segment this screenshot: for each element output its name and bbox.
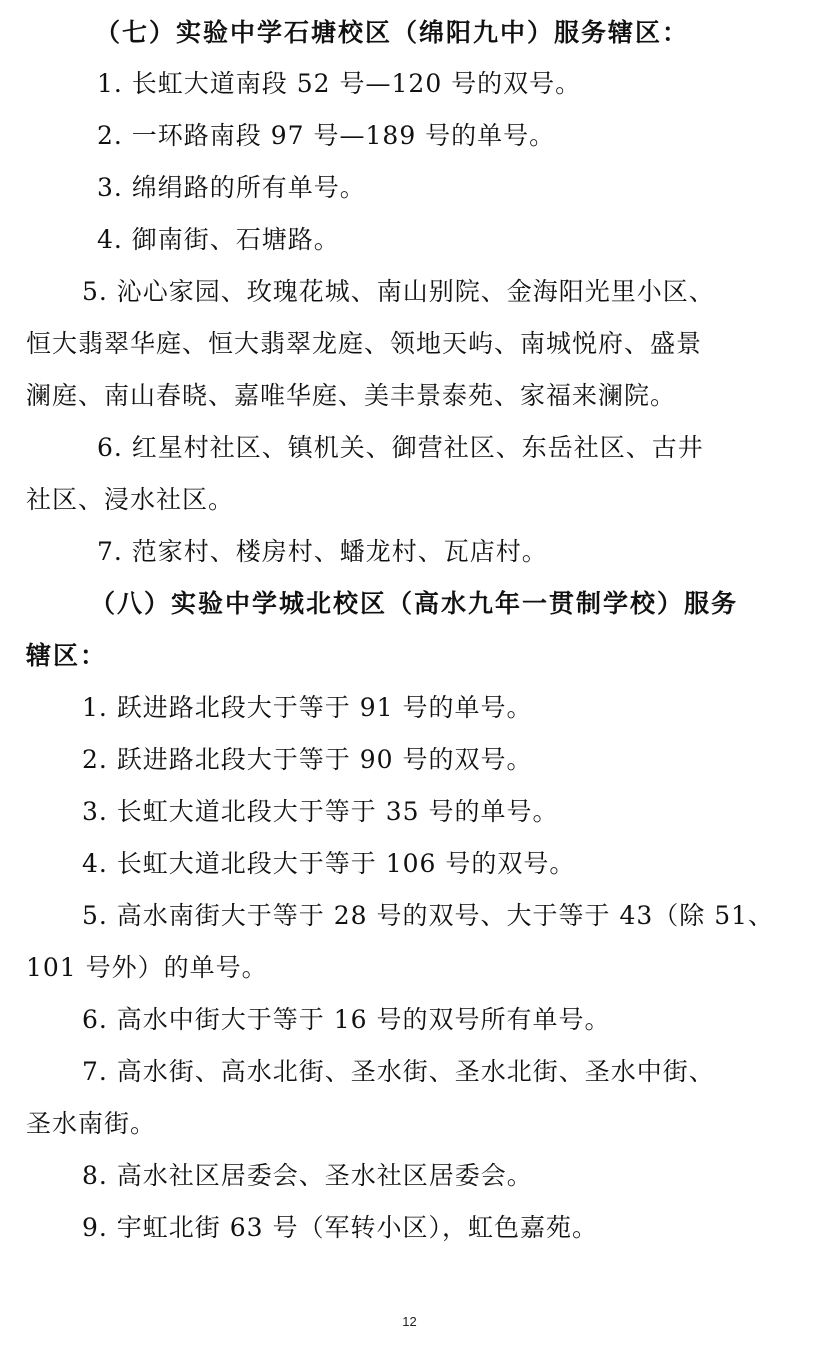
section-7-item-5-line-3: 澜庭、南山春晓、嘉唯华庭、美丰景泰苑、家福来澜院。	[26, 381, 677, 410]
section-8-item-5-line-2: 101 号外）的单号。	[26, 953, 268, 982]
section-8-item-2: 2. 跃进路北段大于等于 90 号的双号。	[82, 745, 533, 774]
section-7-item-6-line-1: 6. 红星村社区、镇机关、御营社区、东岳社区、古井	[97, 433, 704, 462]
section-8-item-4: 4. 长虹大道北段大于等于 106 号的双号。	[82, 849, 576, 878]
section-8-item-7-line-2: 圣水南街。	[26, 1109, 157, 1138]
section-8-heading-line-2: 辖区：	[26, 641, 108, 670]
section-8-heading-line-1: （八）实验中学城北校区（高水九年一贯制学校）服务	[90, 589, 739, 618]
section-8-item-3: 3. 长虹大道北段大于等于 35 号的单号。	[82, 797, 559, 826]
section-7-item-5-line-1: 5. 沁心家园、玫瑰花城、南山别院、金海阳光里小区、	[82, 277, 715, 306]
section-7-item-5-line-2: 恒大翡翠华庭、恒大翡翠龙庭、领地天屿、南城悦府、盛景	[26, 329, 703, 358]
section-7-item-6-line-2: 社区、浸水社区。	[26, 485, 235, 514]
section-8-item-8: 8. 高水社区居委会、圣水社区居委会。	[82, 1161, 533, 1190]
section-7-item-3: 3. 绵绢路的所有单号。	[97, 173, 366, 202]
section-7-item-2: 2. 一环路南段 97 号—189 号的单号。	[97, 121, 556, 150]
section-8-item-1: 1. 跃进路北段大于等于 91 号的单号。	[82, 693, 533, 722]
section-7-heading: （七）实验中学石塘校区（绵阳九中）服务辖区：	[95, 18, 690, 47]
section-7-item-1: 1. 长虹大道南段 52 号—120 号的双号。	[97, 69, 582, 98]
section-7-item-7: 7. 范家村、楼房村、蟠龙村、瓦店村。	[97, 537, 548, 566]
page-number: 12	[402, 1314, 417, 1329]
section-8-item-5-line-1: 5. 高水南街大于等于 28 号的双号、大于等于 43（除 51、	[82, 901, 775, 930]
section-8-item-9: 9. 宇虹北街 63 号（军转小区），虹色嘉苑。	[82, 1213, 599, 1242]
section-8-item-7-line-1: 7. 高水街、高水北街、圣水街、圣水北街、圣水中街、	[82, 1057, 715, 1086]
section-8-item-6: 6. 高水中街大于等于 16 号的双号所有单号。	[82, 1005, 611, 1034]
section-7-item-4: 4. 御南街、石塘路。	[97, 225, 340, 254]
